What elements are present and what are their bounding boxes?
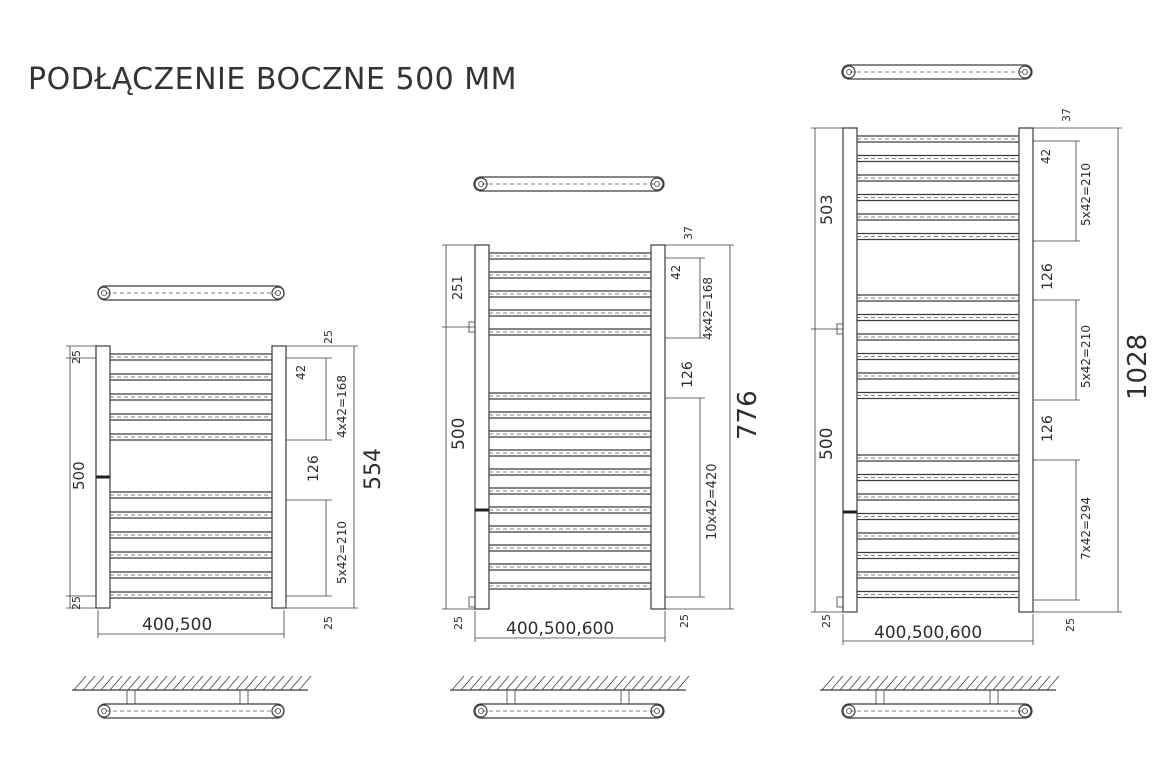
radiator-776-bottom-offset-label: 25 bbox=[678, 614, 691, 628]
radiator-554-width-label: 400,500 bbox=[142, 615, 213, 635]
wall-hatch-line bbox=[930, 676, 942, 690]
radiator-1028-rails bbox=[857, 136, 1019, 598]
radiator-554-height-label: 554 bbox=[361, 448, 386, 490]
wall-hatch-line bbox=[578, 676, 590, 690]
wall-hatch-line bbox=[128, 676, 140, 690]
wall-hatch-line bbox=[488, 676, 500, 690]
wall-hatch-line bbox=[461, 676, 473, 690]
wall-hatch-line bbox=[74, 676, 86, 690]
radiator-554-top-offset-label: 25 bbox=[322, 330, 335, 344]
radiator-1028-bottom-offset-label: 25 bbox=[1064, 618, 1077, 632]
radiator-1028-group-top-label: 5x42=210 bbox=[1079, 163, 1093, 226]
radiator-1028-top-offset-label: 37 bbox=[1060, 108, 1073, 122]
radiator-776-bottom-left-offset-label: 25 bbox=[452, 616, 465, 630]
wall-hatch-line bbox=[876, 676, 888, 690]
wall-hatch-line bbox=[677, 676, 689, 690]
wall-hatch-line bbox=[894, 676, 906, 690]
wall-hatch-line bbox=[533, 676, 545, 690]
wall-hatch-line bbox=[641, 676, 653, 690]
radiator-776-upper-offset-label: 251 bbox=[451, 275, 466, 300]
wall-hatch-line bbox=[119, 676, 131, 690]
radiator-554-bottom-left-offset-label: 25 bbox=[70, 596, 83, 610]
radiator-1028-connection-label: 500 bbox=[817, 427, 837, 460]
wall-hatch-line bbox=[569, 676, 581, 690]
wall-hatch-line bbox=[1011, 676, 1023, 690]
wall-hatch-line bbox=[650, 676, 662, 690]
wall-hatch-line bbox=[867, 676, 879, 690]
radiator-1028-top-view bbox=[842, 65, 1032, 79]
radiator-554-right-post bbox=[272, 346, 286, 608]
radiator-1028-left-post bbox=[843, 128, 857, 612]
radiator-554-top-view bbox=[98, 286, 284, 300]
wall-hatch-line bbox=[551, 676, 563, 690]
wall-hatch-line bbox=[560, 676, 572, 690]
radiator-554-wall-view bbox=[72, 676, 311, 718]
radiator-1028-gap-2-label: 126 bbox=[1040, 415, 1056, 442]
wall-hatch-line bbox=[227, 676, 239, 690]
page-title: PODŁĄCZENIE BOCZNE 500 MM bbox=[28, 62, 518, 97]
wall-hatch-line bbox=[840, 676, 852, 690]
wall-hatch-line bbox=[659, 676, 671, 690]
radiator-554-gap-label: 126 bbox=[306, 455, 322, 482]
radiator-1028-group-mid-label: 5x42=210 bbox=[1079, 325, 1093, 388]
radiator-776-rail-spacing-label: 42 bbox=[669, 264, 683, 280]
wall-hatch-line bbox=[623, 676, 635, 690]
radiator-776-connection-label: 500 bbox=[449, 417, 469, 450]
wall-hatch-line bbox=[822, 676, 834, 690]
radiator-554-top-left-offset-label: 25 bbox=[70, 350, 83, 364]
radiator-776-width-label: 400,500,600 bbox=[506, 619, 615, 639]
radiator-554-group-top-label: 4x42=168 bbox=[335, 375, 349, 438]
wall-hatch-line bbox=[146, 676, 158, 690]
radiator-1028-right-post bbox=[1019, 128, 1033, 612]
wall-hatch-line bbox=[948, 676, 960, 690]
wall-hatch-line bbox=[254, 676, 266, 690]
wall-hatch-line bbox=[984, 676, 996, 690]
wall-hatch-line bbox=[290, 676, 302, 690]
radiator-1028-bottom-left-offset-label: 25 bbox=[820, 614, 833, 628]
wall-hatch-line bbox=[903, 676, 915, 690]
wall-hatch-line bbox=[614, 676, 626, 690]
wall-hatch-line bbox=[515, 676, 527, 690]
wall-hatch-line bbox=[605, 676, 617, 690]
radiator-1028-group-bottom-label: 7x42=294 bbox=[1079, 497, 1093, 560]
wall-hatch-line bbox=[524, 676, 536, 690]
radiator-776-left-post bbox=[475, 245, 489, 609]
wall-hatch-line bbox=[470, 676, 482, 690]
radiator-1028-gap-1-label: 126 bbox=[1040, 263, 1056, 290]
wall-hatch-line bbox=[263, 676, 275, 690]
wall-hatch-line bbox=[921, 676, 933, 690]
wall-hatch-line bbox=[101, 676, 113, 690]
radiator-1028-height-label: 1028 bbox=[1123, 333, 1153, 400]
wall-hatch-line bbox=[272, 676, 284, 690]
radiator-554-drawing bbox=[66, 286, 386, 718]
wall-hatch-line bbox=[200, 676, 212, 690]
wall-hatch-line bbox=[92, 676, 104, 690]
wall-hatch-line bbox=[173, 676, 185, 690]
wall-hatch-line bbox=[479, 676, 491, 690]
wall-hatch-line bbox=[110, 676, 122, 690]
wall-hatch-line bbox=[596, 676, 608, 690]
wall-hatch-line bbox=[245, 676, 257, 690]
wall-hatch-line bbox=[993, 676, 1005, 690]
radiator-1028-wall-view bbox=[820, 676, 1059, 718]
wall-hatch-line bbox=[885, 676, 897, 690]
wall-hatch-line bbox=[497, 676, 509, 690]
radiator-776-top-offset-label: 37 bbox=[682, 226, 695, 240]
wall-hatch-line bbox=[191, 676, 203, 690]
wall-hatch-line bbox=[164, 676, 176, 690]
wall-hatch-line bbox=[858, 676, 870, 690]
radiator-1028-drawing bbox=[811, 65, 1153, 718]
radiator-1028-upper-offset-label: 503 bbox=[817, 194, 836, 225]
wall-hatch-line bbox=[1047, 676, 1059, 690]
wall-hatch-line bbox=[1002, 676, 1014, 690]
radiator-554-connection-label: 500 bbox=[70, 461, 88, 490]
radiator-554-bottom-offset-label: 25 bbox=[322, 616, 335, 630]
wall-hatch-line bbox=[155, 676, 167, 690]
wall-hatch-line bbox=[281, 676, 293, 690]
radiator-776-rails bbox=[489, 253, 651, 589]
wall-hatch-line bbox=[668, 676, 680, 690]
wall-hatch-line bbox=[137, 676, 149, 690]
wall-hatch-line bbox=[83, 676, 95, 690]
wall-hatch-line bbox=[1020, 676, 1032, 690]
radiator-776-height-label: 776 bbox=[733, 390, 763, 440]
radiator-776-gap-label: 126 bbox=[680, 361, 696, 388]
wall-hatch-line bbox=[849, 676, 861, 690]
wall-hatch-line bbox=[1038, 676, 1050, 690]
wall-hatch-line bbox=[209, 676, 221, 690]
wall-hatch-line bbox=[506, 676, 518, 690]
radiator-1028-rail-spacing-label: 42 bbox=[1039, 148, 1053, 164]
wall-hatch-line bbox=[939, 676, 951, 690]
radiator-776-group-top-label: 4x42=168 bbox=[701, 277, 715, 340]
radiator-776-right-post bbox=[651, 245, 665, 609]
wall-hatch-line bbox=[587, 676, 599, 690]
wall-hatch-line bbox=[912, 676, 924, 690]
wall-hatch-line bbox=[632, 676, 644, 690]
radiator-776-top-view bbox=[474, 177, 664, 191]
wall-hatch-line bbox=[236, 676, 248, 690]
wall-hatch-line bbox=[1029, 676, 1041, 690]
radiator-1028-width-label: 400,500,600 bbox=[874, 623, 983, 643]
radiator-776-drawing bbox=[442, 177, 763, 718]
wall-hatch-line bbox=[957, 676, 969, 690]
wall-hatch-line bbox=[966, 676, 978, 690]
wall-hatch-line bbox=[452, 676, 464, 690]
wall-hatch-line bbox=[975, 676, 987, 690]
radiator-554-group-bottom-label: 5x42=210 bbox=[335, 521, 349, 584]
radiator-554-rail-spacing-label: 42 bbox=[294, 364, 308, 380]
radiator-776-wall-view bbox=[450, 676, 689, 718]
wall-hatch-line bbox=[182, 676, 194, 690]
radiator-554-rails bbox=[110, 354, 272, 598]
radiator-776-group-bottom-label: 10x42=420 bbox=[705, 463, 720, 540]
wall-hatch-line bbox=[542, 676, 554, 690]
wall-hatch-line bbox=[831, 676, 843, 690]
wall-hatch-line bbox=[218, 676, 230, 690]
wall-hatch-line bbox=[299, 676, 311, 690]
